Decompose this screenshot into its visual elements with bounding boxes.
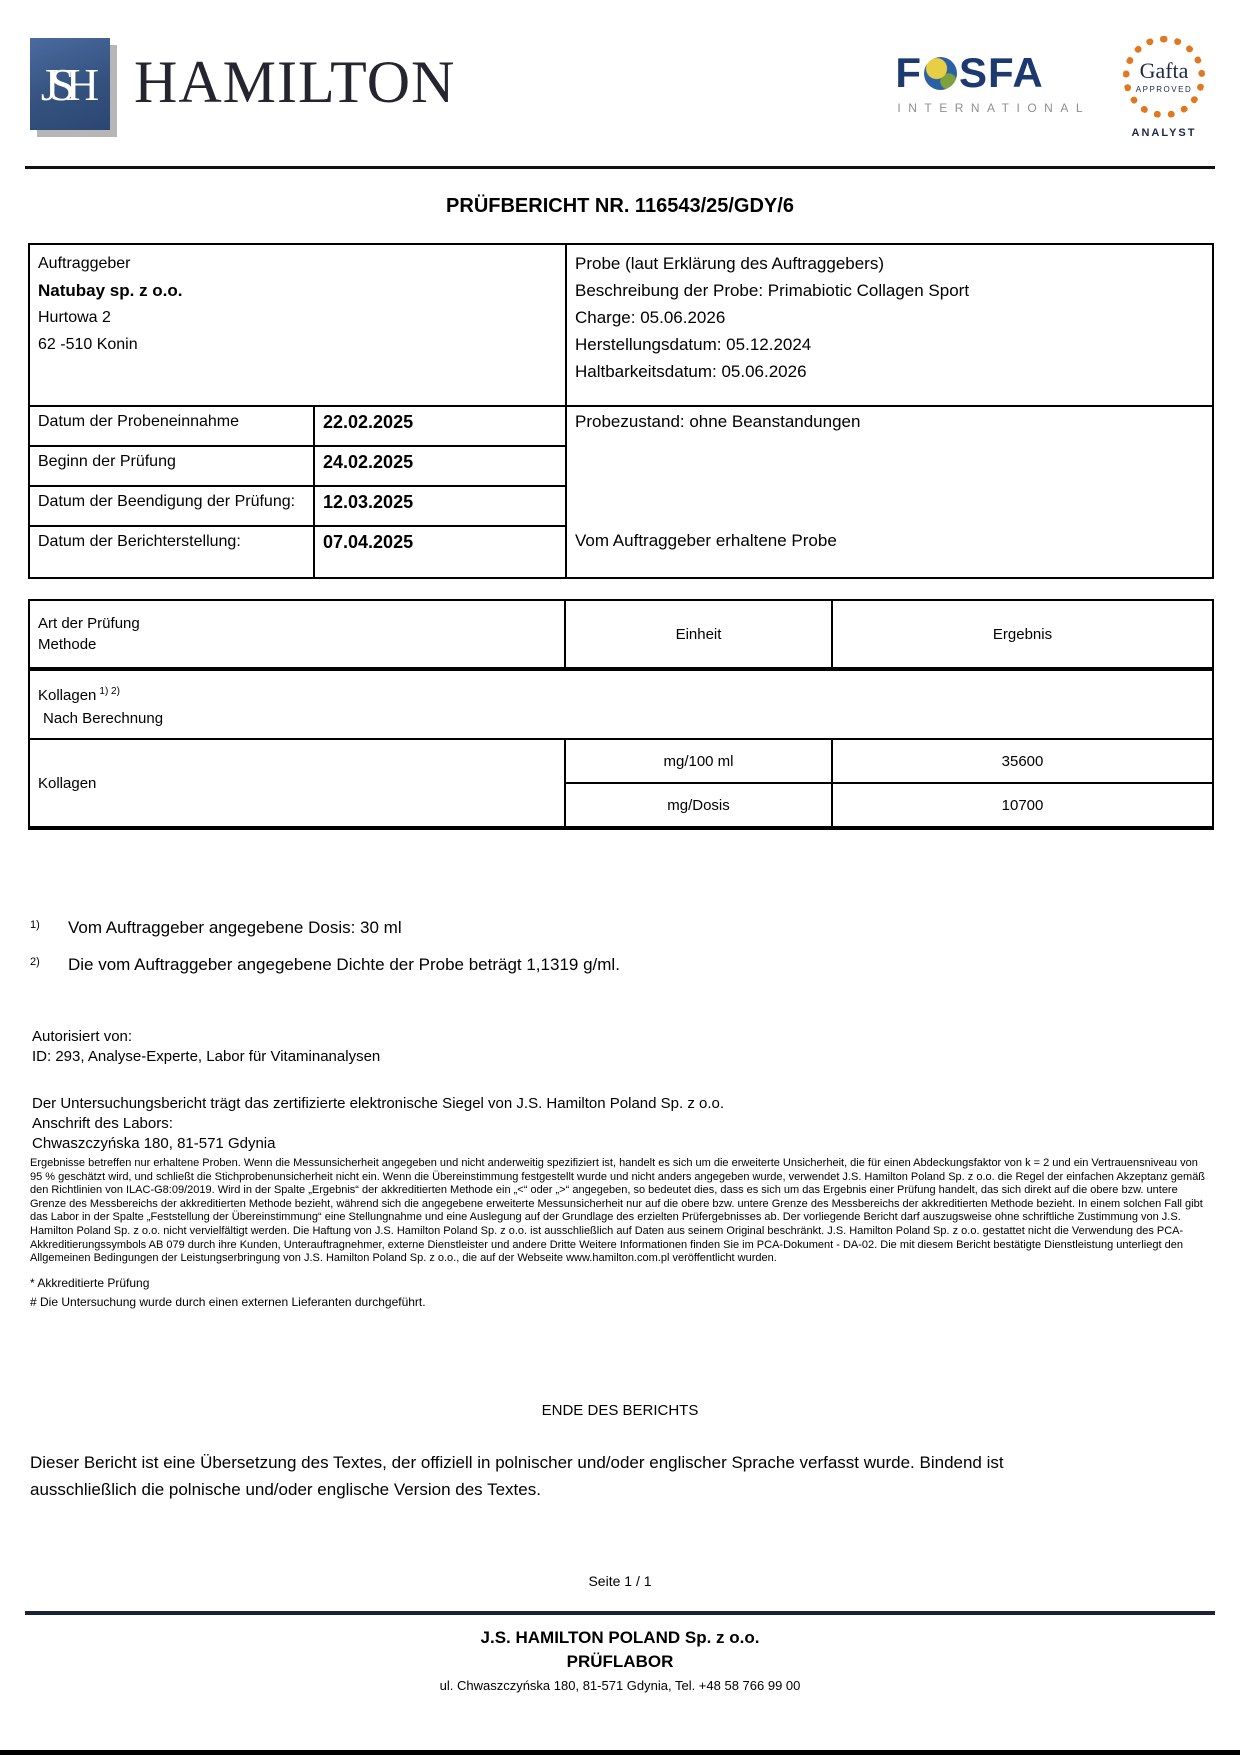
footer-address: ul. Chwaszczyńska 180, 81-571 Gdynia, Tel. +48 58 766 99 00: [439, 1677, 801, 1693]
analyte-group-row: [29, 669, 1213, 739]
column-header-test: [29, 600, 565, 669]
sample-batch: Charge: 05.06.2026: [575, 308, 726, 327]
result-value: 35600: [832, 739, 1213, 783]
gafta-wordmark: Gafta: [1139, 58, 1189, 83]
electronic-seal-note: Der Untersuchungsbericht trägt das zertifizierte elektronische Siegel von J.S. Hamilton Poland Sp. z o.o.: [32, 1095, 725, 1112]
footer-lab-label: PRÜFLABOR: [566, 1651, 674, 1671]
footnote-mark: 2): [30, 956, 40, 968]
client-cell: [29, 244, 566, 406]
footnote-1: [30, 918, 1240, 938]
fosfa-subtitle: INTERNATIONAL: [897, 101, 1090, 115]
legal-disclaimer: Ergebnisse betreffen nur erhaltene Proben. Wenn die Messunsicherheit angegeben und nicht anderweitig spezifiziert ist, handelt es sich um die erweiterte Unsicherheit, die für einen Abdeckungsfaktor von k = 2 und ein Vertrauensniveau von 95 % geschätzt wird, und schließt die Stichprobenunsicherheit nicht ein. Wenn die Übereinstimmung festgestellt wurde und nicht anders angegeben wurde, verwendet J.S. Hamilton Poland Sp. z o.o. die Regel der einfachen Akzeptanz gemäß den Richtlinien von ILAC-G8:09/2019. Wird in der Spalte „Ergebnis“ der akkreditierten Methode ein „<“ oder „>“ angegeben, so bedeutet dies, dass es sich um das Ergebnis einer Prüfung handelt, das sich direkt auf die obere bzw. untere Grenze des Messbereichs der akkreditierten Methode bezieht, während sich die angegebene erweiterte Messunsicherheit nur auf die obere bzw. untere Grenze des Messbereichs der akkreditierten Methode bezieht. In einem solchen Fall gibt das Labor in der Spalte „Feststellung der Übereinstimmung“ eine Stellungnahme und eine Auslegung auf der Grundlage des erzielten Prüfergebnisses ab. Der vorliegende Bericht darf auszugsweise ohne schriftliche Zustimmung von J.S. Hamilton Poland Sp. z o.o. nicht vervielfältigt werden. Die Haftung von J.S. Hamilton Poland Sp. z o.o. ist ausschließlich auf Daten aus seinem Original beschränkt. J.S. Hamilton Poland Sp. z o.o. gestattet nicht die Verwendung des PCA-Akkreditierungssymbols AB 079 durch ihre Kunden, Unterauftragnehmer, externe Dienstleister und andere Dritte Weitere Informationen finden Sie im PCA-Dokument - DA-02. Die mit diesem Bericht bestätigte Dienstleistung unterliegt den Allgemeinen Bedingungen der Leistungserbringung von J.S. Hamilton Poland Sp. z o.o., die auf der Webseite www.hamilton.com.pl veröffentlicht wurden.: [30, 1157, 1206, 1265]
result-unit: mg/100 ml: [565, 739, 832, 783]
result-unit: mg/Dosis: [565, 783, 832, 828]
authorization-block: [32, 1027, 1240, 1154]
date-value: 07.04.2025: [314, 526, 566, 578]
fosfa-letter-f: F: [895, 49, 923, 96]
fosfa-logo: [895, 49, 1090, 115]
header-divider: [25, 166, 1215, 169]
sample-received: Vom Auftraggeber erhaltene Probe: [575, 531, 837, 550]
client-name: Natubay sp. z o.o.: [38, 281, 183, 300]
footnote-2: [30, 955, 1240, 975]
end-of-report-label: ENDE DES BERICHTS: [541, 1401, 699, 1419]
date-label: Datum der Probeneinnahme: [29, 406, 314, 446]
footer-divider: [25, 1611, 1215, 1615]
page-number: Seite 1 / 1: [588, 1572, 652, 1589]
authorized-by-id: ID: 293, Analyse-Experte, Labor für Vitaminanalysen: [32, 1048, 381, 1065]
client-city: 62 -510 Konin: [38, 336, 138, 353]
analyte-footnote-refs: 1) 2): [99, 686, 120, 697]
footnotes: [30, 918, 1240, 975]
brand-wordmark: HAMILTON: [134, 49, 456, 115]
client-street: Hurtowa 2: [38, 309, 111, 326]
footer: [0, 1628, 1240, 1693]
sample-state: Probezustand: ohne Beanstandungen: [575, 412, 861, 431]
analyte-group-name-line: [38, 680, 1204, 707]
footnote-mark: 1): [30, 919, 40, 931]
header-test-line2: Methode: [38, 636, 97, 653]
page-bottom-edge: [0, 1750, 1240, 1755]
date-label: Datum der Berichterstellung:: [29, 526, 314, 578]
column-header-result: Ergebnis: [832, 600, 1213, 669]
column-header-unit: Einheit: [565, 600, 832, 669]
date-value: 24.02.2025: [314, 446, 566, 486]
external-supplier-mark: # Die Untersuchung wurde durch einen externen Lieferanten durchgeführt.: [30, 1294, 426, 1309]
authorized-by-label: Autorisiert von:: [32, 1028, 133, 1045]
lab-address: Chwaszczyńska 180, 81-571 Gdynia: [32, 1135, 276, 1152]
date-value: 22.02.2025: [314, 406, 566, 446]
accreditation-marks: [30, 1274, 1240, 1312]
header: [0, 0, 1240, 162]
sample-cell: [566, 244, 1213, 406]
jsh-monogram: JSH: [40, 58, 90, 110]
sample-description: Beschreibung der Probe: Primabiotic Collagen Sport: [575, 281, 970, 300]
analyte-group-cell: [29, 669, 1213, 739]
analyte-group-name: Kollagen: [38, 687, 97, 704]
report-title: PRÜFBERICHT NR. 116543/25/GDY/6: [446, 195, 794, 217]
sample-state-cell: [566, 406, 1213, 578]
date-row: [29, 406, 1213, 446]
translation-note: Dieser Bericht ist eine Übersetzung des Textes, der offiziell in polnischer und/oder englischer Sprache verfasst wurde. Bindend ist ausschließlich die polnische und/oder englische Version des Textes.: [30, 1452, 1004, 1499]
gafta-logo: [1118, 36, 1210, 139]
analyte-method: Nach Berechnung: [43, 710, 164, 727]
sample-title: Probe (laut Erklärung des Auftraggebers): [575, 254, 885, 273]
footnote-text: Vom Auftraggeber angegebene Dosis: 30 ml: [68, 918, 402, 937]
result-row: [29, 739, 1213, 783]
analyte-name: Kollagen: [29, 739, 565, 828]
result-value: 10700: [832, 783, 1213, 828]
date-label: Datum der Beendigung der Prüfung:: [29, 486, 314, 526]
sample-expiry-date: Haltbarkeitsdatum: 05.06.2026: [575, 362, 807, 381]
info-row-client-sample: [29, 244, 1213, 406]
fosfa-letters-sfa: SFA: [959, 49, 1044, 96]
date-label: Beginn der Prüfung: [29, 446, 314, 486]
gafta-approved-label: APPROVED: [1135, 85, 1193, 94]
jsh-hamilton-logo: [30, 38, 110, 130]
results-table: [28, 599, 1214, 830]
info-table: [28, 243, 1214, 579]
date-value: 12.03.2025: [314, 486, 566, 526]
results-header-row: [29, 600, 1213, 669]
footnote-text: Die vom Auftraggeber angegebene Dichte der Probe beträgt 1,1319 g/ml.: [68, 955, 620, 974]
footer-company-name: J.S. HAMILTON POLAND Sp. z o.o.: [480, 1627, 760, 1647]
header-test-line1: Art der Prüfung: [38, 615, 140, 632]
gafta-analyst-label: ANALYST: [1131, 127, 1197, 139]
globe-icon: [924, 57, 957, 90]
accredited-test-mark: * Akkreditierte Prüfung: [30, 1275, 150, 1290]
lab-address-label: Anschrift des Labors:: [32, 1115, 173, 1132]
wreath-icon: [1123, 36, 1205, 118]
client-label: Auftraggeber: [38, 255, 131, 272]
fosfa-wordmark: [895, 49, 1090, 96]
sample-production-date: Herstellungsdatum: 05.12.2024: [575, 335, 812, 354]
